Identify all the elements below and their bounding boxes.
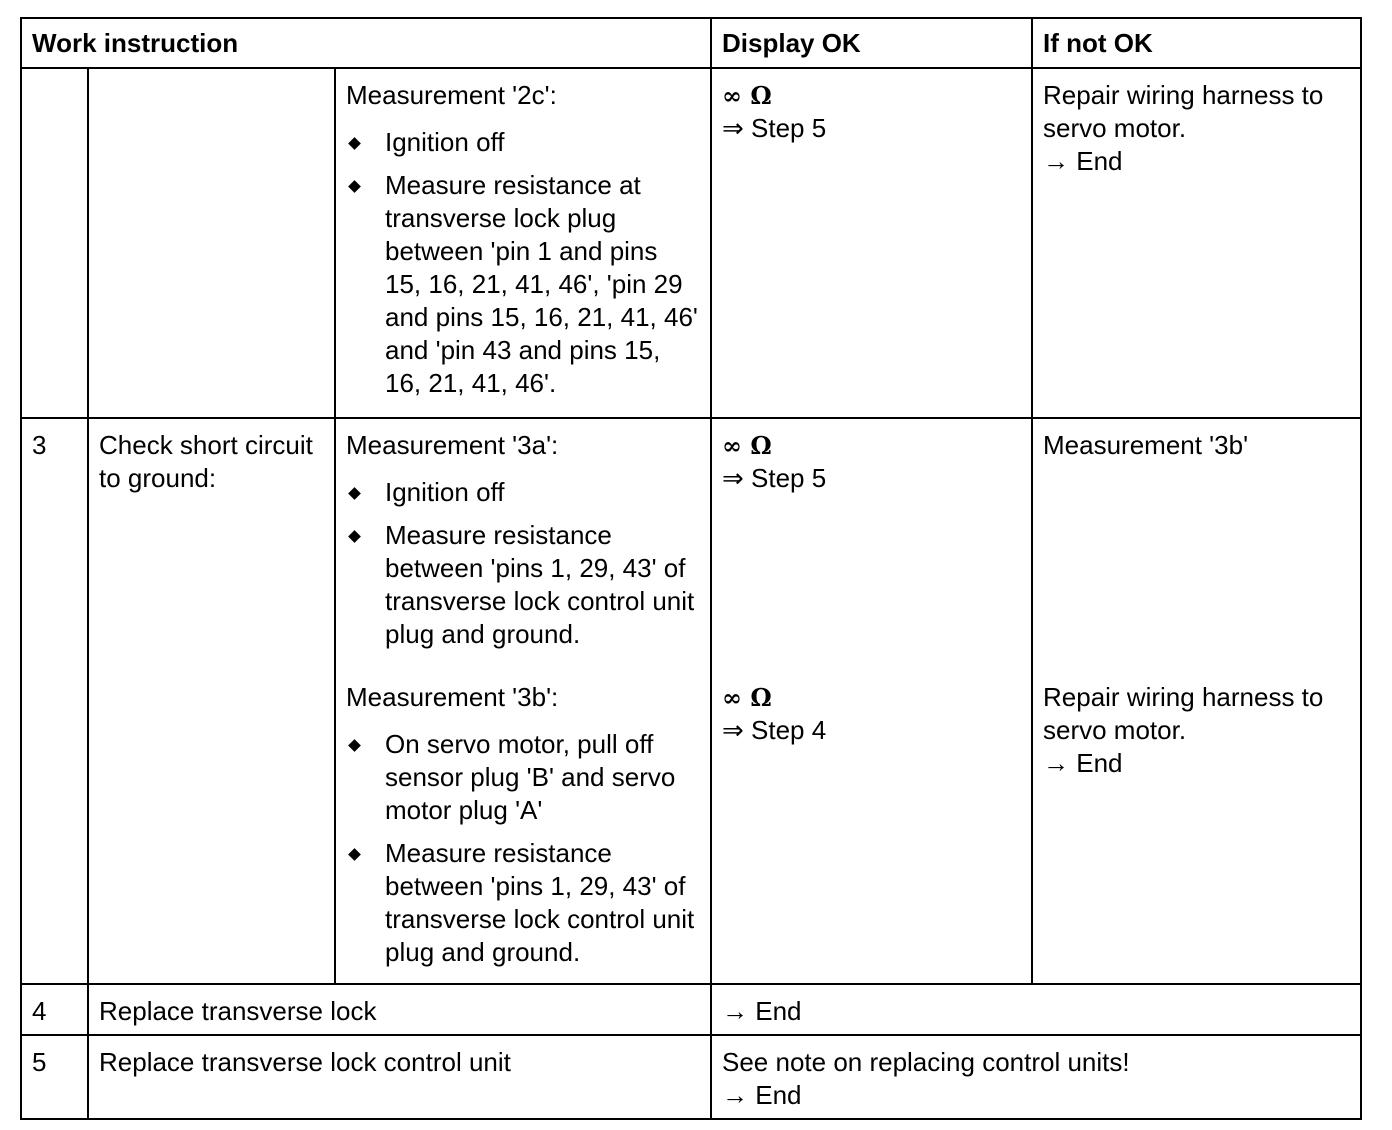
if-not-ok-3b — [1043, 681, 1350, 780]
task-cell-empty — [88, 68, 335, 418]
measurement-3a-block — [346, 429, 700, 669]
step-number: 3 — [21, 418, 88, 984]
task-text: Check short circuit to ground: — [88, 418, 335, 984]
measurement-2c-cell — [335, 68, 711, 418]
measurement-3b-label: Measurement '3b': — [346, 682, 559, 712]
not-ok-text: Measurement '3b' — [1043, 430, 1249, 460]
header-if-not-ok: If not OK — [1032, 18, 1361, 68]
ok-value: ∞ Ω — [722, 683, 772, 712]
work-instruction-table — [20, 17, 1362, 1120]
ok-value: ∞ Ω — [722, 81, 772, 110]
ok-action: ⇒ Step 4 — [722, 715, 827, 745]
measurement-3b-block — [346, 681, 700, 969]
if-not-ok-2c — [1032, 68, 1361, 418]
step-cell-empty — [21, 68, 88, 418]
if-not-ok-3 — [1032, 418, 1361, 984]
measurement-3-cell — [335, 418, 711, 984]
diamond-bullet-icon — [348, 180, 361, 193]
diamond-bullet-icon — [348, 137, 361, 150]
not-ok-text-line2: servo motor. — [1043, 715, 1187, 745]
ok-value: ∞ Ω — [722, 431, 772, 460]
step-number: 4 — [21, 984, 88, 1035]
diamond-bullet-icon — [348, 848, 361, 861]
header-work-instruction: Work instruction — [21, 18, 711, 68]
ok-action: ⇒ Step 5 — [722, 463, 827, 493]
header-display-ok: Display OK — [711, 18, 1032, 68]
ok-action: ⇒ Step 5 — [722, 113, 827, 143]
diamond-bullet-icon — [348, 530, 361, 543]
result-cell — [711, 1035, 1361, 1119]
not-ok-text-line1: Repair wiring harness to — [1043, 682, 1324, 712]
list-item: Measure resistance at transverse lock plug between 'pin 1 and pins 15, 16, 21, 41, 46', 'pin 29 and pins 15, 16, 21, 41, 46' and 'pin 43 and pins 15, 16, 21, 41, 46'. — [346, 169, 700, 400]
list-item: On servo motor, pull off sensor plug 'B' and servo motor plug 'A' — [346, 728, 700, 827]
if-not-ok-3a — [1043, 429, 1350, 681]
result-note: See note on replacing control units! — [722, 1047, 1130, 1077]
not-ok-text-line2: servo motor. — [1043, 113, 1187, 143]
display-ok-3b — [722, 681, 1021, 747]
table-header-row — [21, 18, 1361, 68]
measurement-3a-label: Measurement '3a': — [346, 430, 559, 460]
result-text: → End — [711, 984, 1361, 1035]
table-row-4 — [21, 984, 1361, 1035]
measurement-2c-bullets — [346, 126, 700, 400]
list-item: Ignition off — [346, 126, 700, 159]
list-item: Ignition off — [346, 476, 700, 509]
table-row-5 — [21, 1035, 1361, 1119]
result-action: → End — [722, 1080, 802, 1110]
not-ok-text-line1: Repair wiring harness to — [1043, 80, 1324, 110]
diamond-bullet-icon — [348, 487, 361, 500]
step-number: 5 — [21, 1035, 88, 1119]
display-ok-2c — [711, 68, 1032, 418]
display-ok-3 — [711, 418, 1032, 984]
task-text: Replace transverse lock control unit — [88, 1035, 711, 1119]
list-item: Measure resistance between 'pins 1, 29, 43' of transverse lock control unit plug and ground. — [346, 837, 700, 969]
table-row-3 — [21, 418, 1361, 984]
measurement-2c-label: Measurement '2c': — [346, 80, 557, 110]
list-item: Measure resistance between 'pins 1, 29, 43' of transverse lock control unit plug and ground. — [346, 519, 700, 651]
display-ok-3a — [722, 429, 1021, 681]
not-ok-action: → End — [1043, 146, 1123, 176]
measurement-3a-bullets — [346, 476, 700, 651]
not-ok-action: → End — [1043, 748, 1123, 778]
task-text: Replace transverse lock — [88, 984, 711, 1035]
measurement-3b-bullets — [346, 728, 700, 969]
table-row-2c — [21, 68, 1361, 418]
diamond-bullet-icon — [348, 739, 361, 752]
